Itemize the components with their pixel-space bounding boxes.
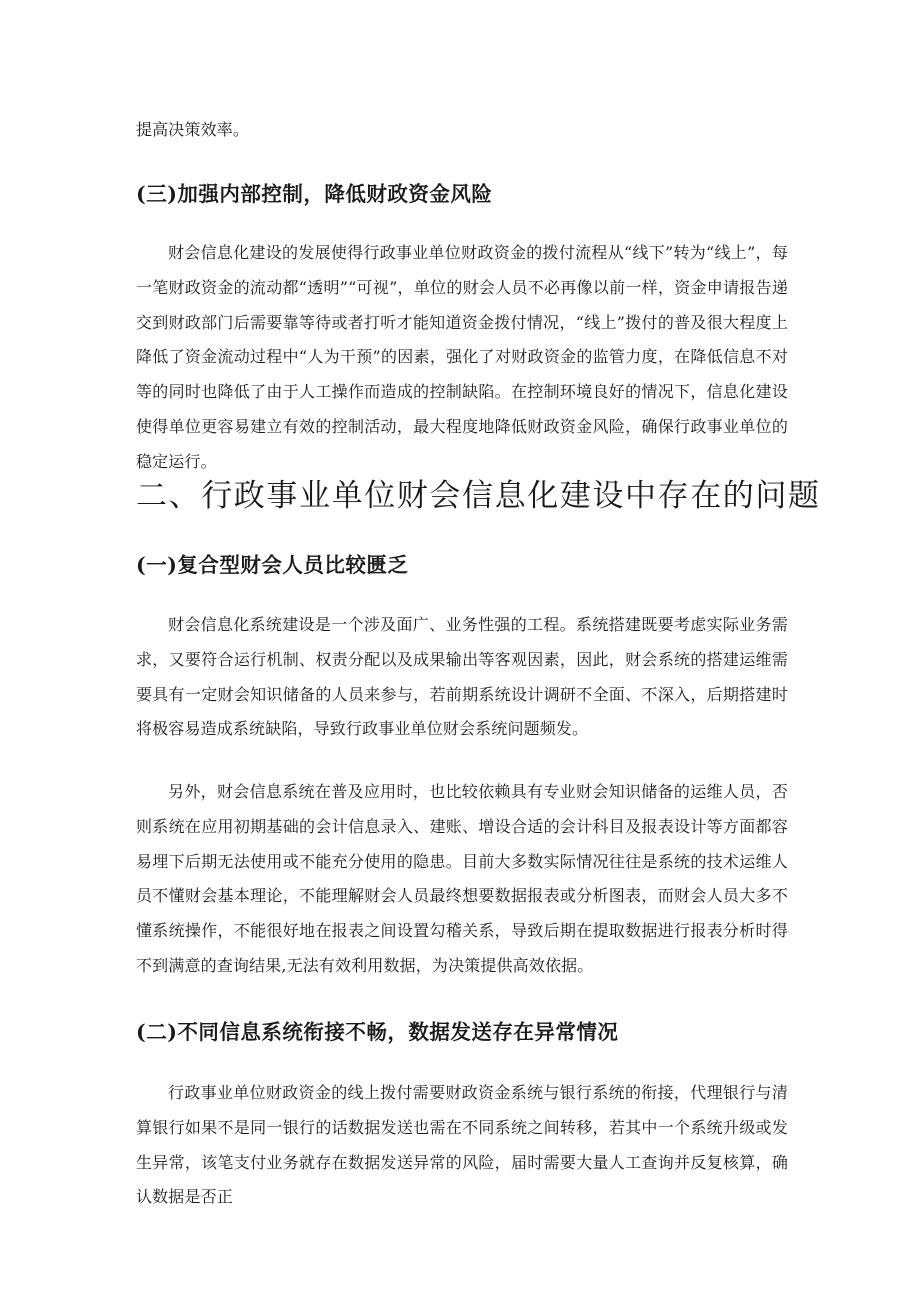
section-3-paragraph: 财会信息化建设的发展使得行政事业单位财政资金的拨付流程从“线下”转为“线上”，每一笔财政资金的流动都“透明”“可视”，单位的财会人员不必再像以前一样，资金申请报告递交到财政部门后需要靠等待或者打听才能知道资金拨付情况，“线上”拨付的普及很大程度上降低了资金流动过程中“人为干预”的因素，强化了对财政资金的监管力度，在降低信息不对等的同时也降低了由于人工操作而造成的控制缺陷。在控制环境良好的情况下，信息化建设使得单位更容易建立有效的控制活动，最大程度地降低财政资金风险，确保行政事业单位的稳定运行。	[136, 243, 788, 471]
sub-1-paragraph-2: 另外，财会信息系统在普及应用时，也比较依赖具有专业财会知识储备的运维人员，否则系统在应用初期基础的会计信息录入、建账、增设合适的会计科目及报表设计等方面都容易埋下后期无法使用或不能充分使用的隐患。目前大多数实际情况往往是系统的技术运维人员不懂财会基本理论，不能理解财会人员最终想要数据报表或分析图表，而财会人员大多不懂系统操作，不能很好地在报表之间设置勾稽关系，导致后期在提取数据进行报表分析时得不到满意的查询结果,无法有效利用数据，为决策提供高效依据。	[136, 782, 788, 975]
intro-line: 提高决策效率。	[136, 120, 250, 139]
chapter-2-heading: 二、行政事业单位财会信息化建设中存在的问题	[136, 478, 821, 514]
sub-2-paragraph-1: 行政事业单位财政资金的线上拨付需要财政资金系统与银行系统的衔接，代理银行与清算银行如果不是同一银行的话数据发送也需在不同系统之间转移，若其中一个系统升级或发生异常，该笔支付业务就存在数据发送异常的风险，届时需要大量人工查询并反复核算，确认数据是否正	[136, 1083, 788, 1207]
sub-1-paragraph-1: 财会信息化系统建设是一个涉及面广、业务性强的工程。系统搭建既要考虑实际业务需求，又要符合运行机制、权责分配以及成果输出等客观因素，因此，财会系统的搭建运维需要具有一定财会知识储备的人员来参与，若前期系统设计调研不全面、不深入，后期搭建时将极容易造成系统缺陷，导致行政事业单位财会系统问题频发。	[136, 615, 788, 739]
section-3-heading: (三)加强内部控制，降低财政资金风险	[136, 182, 493, 206]
sub-1-heading: (一)复合型财会人员比较匮乏	[136, 553, 409, 577]
sub-2-heading: (二)不同信息系统衔接不畅，数据发送存在异常情况	[136, 1020, 619, 1044]
